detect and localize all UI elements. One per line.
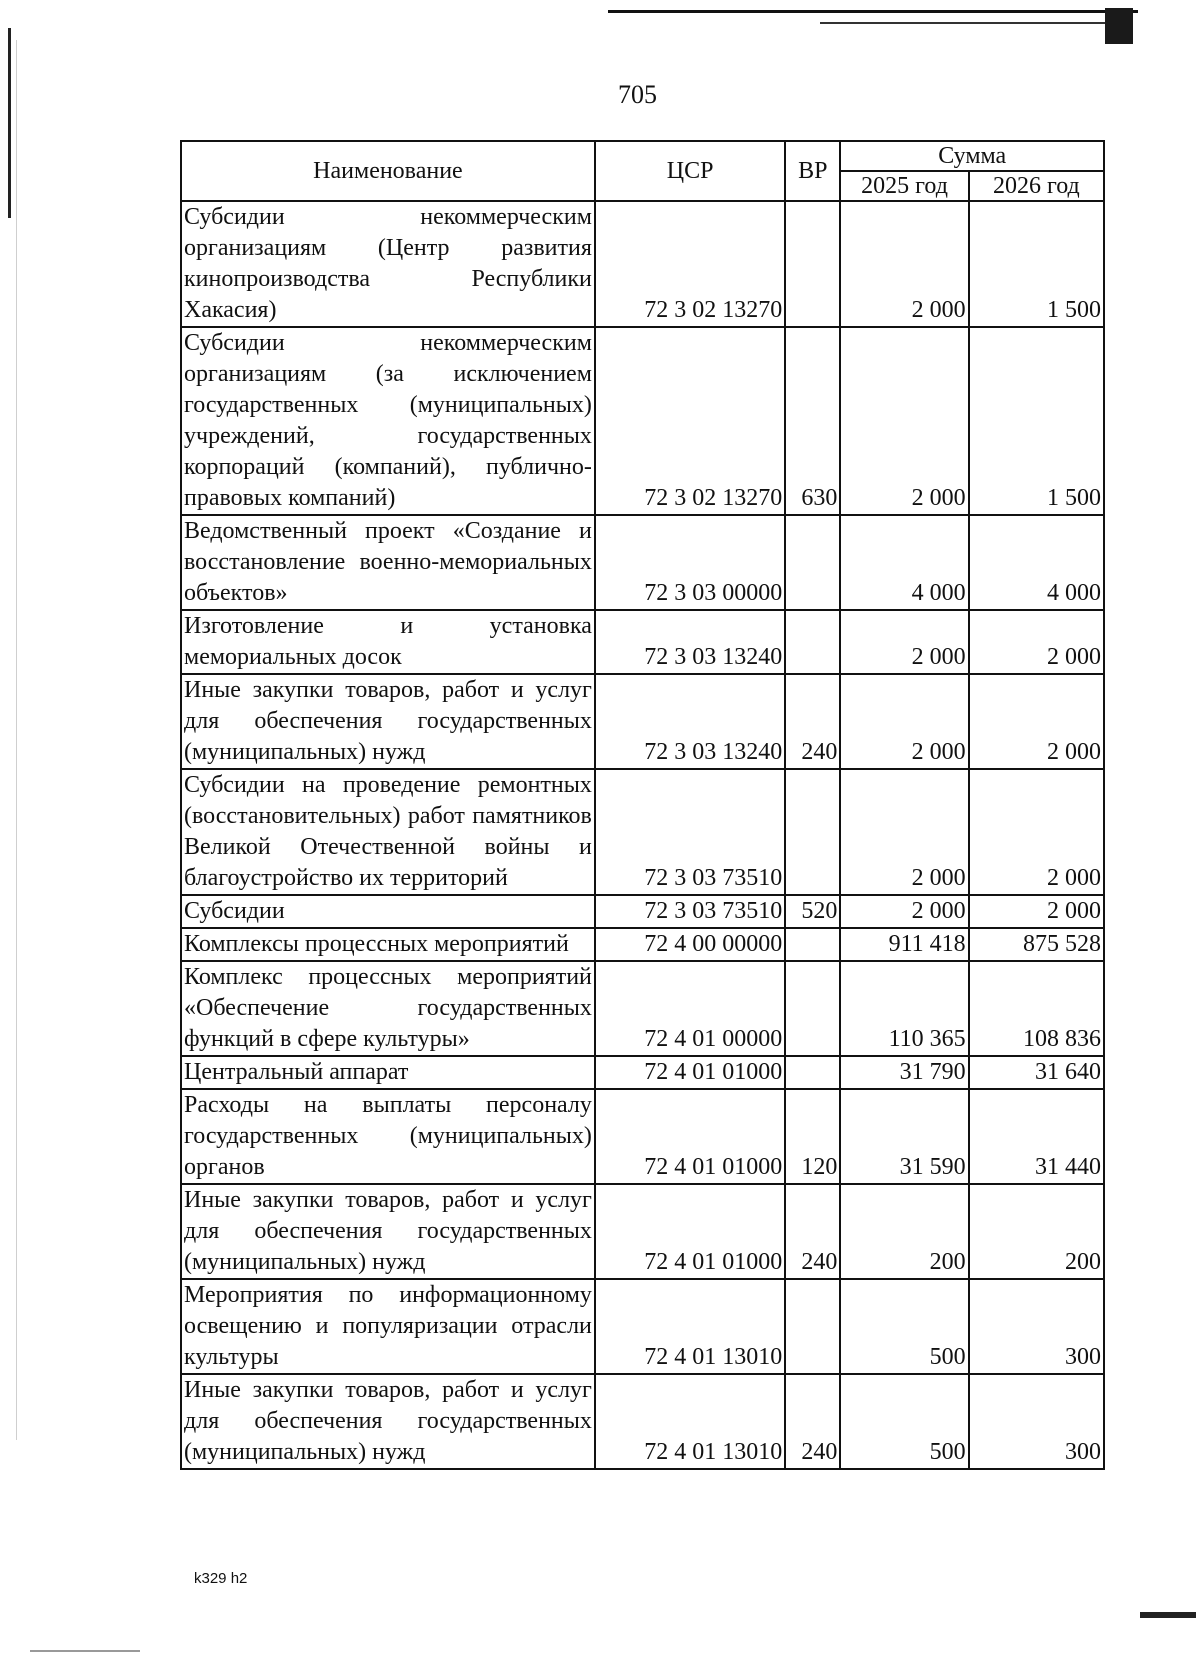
scan-edge-left bbox=[8, 28, 11, 218]
page-number: 705 bbox=[618, 80, 657, 109]
row-2025-cell: 110 365 bbox=[840, 961, 968, 1056]
header-name: Наименование bbox=[181, 141, 595, 201]
header-year-2026: 2026 год bbox=[969, 171, 1104, 201]
footer-code: k329 h2 bbox=[194, 1570, 248, 1587]
row-vr-cell: 630 bbox=[785, 327, 840, 515]
row-2026-cell: 2 000 bbox=[969, 610, 1104, 674]
table-row bbox=[181, 515, 1104, 610]
row-vr-cell: 120 bbox=[785, 1089, 840, 1184]
row-csr-cell: 72 3 03 13240 bbox=[595, 610, 785, 674]
row-name-cell: Субсидии bbox=[181, 895, 595, 928]
row-2025-cell: 2 000 bbox=[840, 201, 968, 327]
table-row bbox=[181, 1056, 1104, 1089]
row-name-cell: Субсидии некоммерческим организациям (Центр развития кинопроизводства Республики Хакасия) bbox=[181, 201, 595, 327]
row-2026-cell: 200 bbox=[969, 1184, 1104, 1279]
row-name-cell: Субсидии некоммерческим организациям (за исключением государственных (муниципальных) учреждений, государственных корпораций (компаний), публично-правовых компаний) bbox=[181, 327, 595, 515]
row-2025-cell: 2 000 bbox=[840, 769, 968, 895]
row-name-cell: Мероприятия по информационному освещению и популяризации отрасли культуры bbox=[181, 1279, 595, 1374]
row-csr-cell: 72 4 01 00000 bbox=[595, 961, 785, 1056]
table-row bbox=[181, 610, 1104, 674]
row-csr-cell: 72 3 03 73510 bbox=[595, 769, 785, 895]
table-body bbox=[181, 201, 1104, 1469]
scan-corner-mark bbox=[1105, 8, 1133, 44]
table-row bbox=[181, 1184, 1104, 1279]
table-row bbox=[181, 1279, 1104, 1374]
scan-edge-top bbox=[608, 10, 1138, 13]
row-name-cell: Центральный аппарат bbox=[181, 1056, 595, 1089]
row-2026-cell: 1 500 bbox=[969, 327, 1104, 515]
row-name-cell: Ведомственный проект «Создание и восстановление военно-мемориальных объектов» bbox=[181, 515, 595, 610]
row-vr-cell bbox=[785, 610, 840, 674]
table-row bbox=[181, 961, 1104, 1056]
row-vr-cell bbox=[785, 928, 840, 961]
row-2025-cell: 4 000 bbox=[840, 515, 968, 610]
scan-edge-left-faint bbox=[16, 40, 17, 1440]
row-vr-cell bbox=[785, 961, 840, 1056]
table-row bbox=[181, 1089, 1104, 1184]
row-2026-cell: 31 440 bbox=[969, 1089, 1104, 1184]
row-2025-cell: 200 bbox=[840, 1184, 968, 1279]
row-2026-cell: 1 500 bbox=[969, 201, 1104, 327]
row-csr-cell: 72 3 02 13270 bbox=[595, 327, 785, 515]
budget-table bbox=[180, 140, 1105, 1470]
row-2025-cell: 2 000 bbox=[840, 674, 968, 769]
row-vr-cell: 520 bbox=[785, 895, 840, 928]
header-vr: ВР bbox=[785, 141, 840, 201]
row-2026-cell: 2 000 bbox=[969, 769, 1104, 895]
row-csr-cell: 72 4 01 13010 bbox=[595, 1374, 785, 1469]
scan-edge-bottom-right bbox=[1140, 1612, 1196, 1618]
scan-edge-top-secondary bbox=[820, 22, 1120, 24]
row-name-cell: Иные закупки товаров, работ и услуг для обеспечения государственных (муниципальных) нужд bbox=[181, 674, 595, 769]
row-2026-cell: 2 000 bbox=[969, 674, 1104, 769]
row-2026-cell: 300 bbox=[969, 1374, 1104, 1469]
row-2025-cell: 2 000 bbox=[840, 327, 968, 515]
row-name-cell: Комплекс процессных мероприятий «Обеспечение государственных функций в сфере культуры» bbox=[181, 961, 595, 1056]
row-2025-cell: 2 000 bbox=[840, 895, 968, 928]
row-csr-cell: 72 4 01 01000 bbox=[595, 1056, 785, 1089]
header-sum: Сумма bbox=[840, 141, 1104, 171]
table-row bbox=[181, 928, 1104, 961]
row-2026-cell: 31 640 bbox=[969, 1056, 1104, 1089]
row-2026-cell: 875 528 bbox=[969, 928, 1104, 961]
row-csr-cell: 72 4 00 00000 bbox=[595, 928, 785, 961]
row-name-cell: Изготовление и установка мемориальных досок bbox=[181, 610, 595, 674]
row-2025-cell: 31 790 bbox=[840, 1056, 968, 1089]
row-vr-cell: 240 bbox=[785, 1184, 840, 1279]
row-2026-cell: 2 000 bbox=[969, 895, 1104, 928]
row-name-cell: Субсидии на проведение ремонтных (восстановительных) работ памятников Великой Отечественной войны и благоустройство их территорий bbox=[181, 769, 595, 895]
row-csr-cell: 72 4 01 01000 bbox=[595, 1184, 785, 1279]
row-csr-cell: 72 3 03 13240 bbox=[595, 674, 785, 769]
row-name-cell: Иные закупки товаров, работ и услуг для обеспечения государственных (муниципальных) нужд bbox=[181, 1374, 595, 1469]
row-2026-cell: 4 000 bbox=[969, 515, 1104, 610]
row-vr-cell bbox=[785, 1279, 840, 1374]
row-2025-cell: 500 bbox=[840, 1374, 968, 1469]
header-year-2025: 2025 год bbox=[840, 171, 968, 201]
row-2025-cell: 2 000 bbox=[840, 610, 968, 674]
row-vr-cell bbox=[785, 515, 840, 610]
row-vr-cell bbox=[785, 1056, 840, 1089]
row-name-cell: Комплексы процессных мероприятий bbox=[181, 928, 595, 961]
row-name-cell: Иные закупки товаров, работ и услуг для обеспечения государственных (муниципальных) нужд bbox=[181, 1184, 595, 1279]
row-csr-cell: 72 4 01 01000 bbox=[595, 1089, 785, 1184]
table-header bbox=[181, 141, 1104, 201]
row-csr-cell: 72 3 02 13270 bbox=[595, 201, 785, 327]
row-2025-cell: 31 590 bbox=[840, 1089, 968, 1184]
table-row bbox=[181, 327, 1104, 515]
table-row bbox=[181, 895, 1104, 928]
table-row bbox=[181, 769, 1104, 895]
table-row bbox=[181, 201, 1104, 327]
scan-edge-bottom-left bbox=[30, 1650, 140, 1652]
row-2025-cell: 500 bbox=[840, 1279, 968, 1374]
table-row bbox=[181, 674, 1104, 769]
row-2025-cell: 911 418 bbox=[840, 928, 968, 961]
row-csr-cell: 72 3 03 00000 bbox=[595, 515, 785, 610]
row-2026-cell: 108 836 bbox=[969, 961, 1104, 1056]
table-row bbox=[181, 1374, 1104, 1469]
row-vr-cell bbox=[785, 201, 840, 327]
row-vr-cell: 240 bbox=[785, 674, 840, 769]
row-vr-cell: 240 bbox=[785, 1374, 840, 1469]
row-name-cell: Расходы на выплаты персоналу государственных (муниципальных) органов bbox=[181, 1089, 595, 1184]
header-csr: ЦСР bbox=[595, 141, 785, 201]
row-csr-cell: 72 3 03 73510 bbox=[595, 895, 785, 928]
row-2026-cell: 300 bbox=[969, 1279, 1104, 1374]
row-csr-cell: 72 4 01 13010 bbox=[595, 1279, 785, 1374]
row-vr-cell bbox=[785, 769, 840, 895]
